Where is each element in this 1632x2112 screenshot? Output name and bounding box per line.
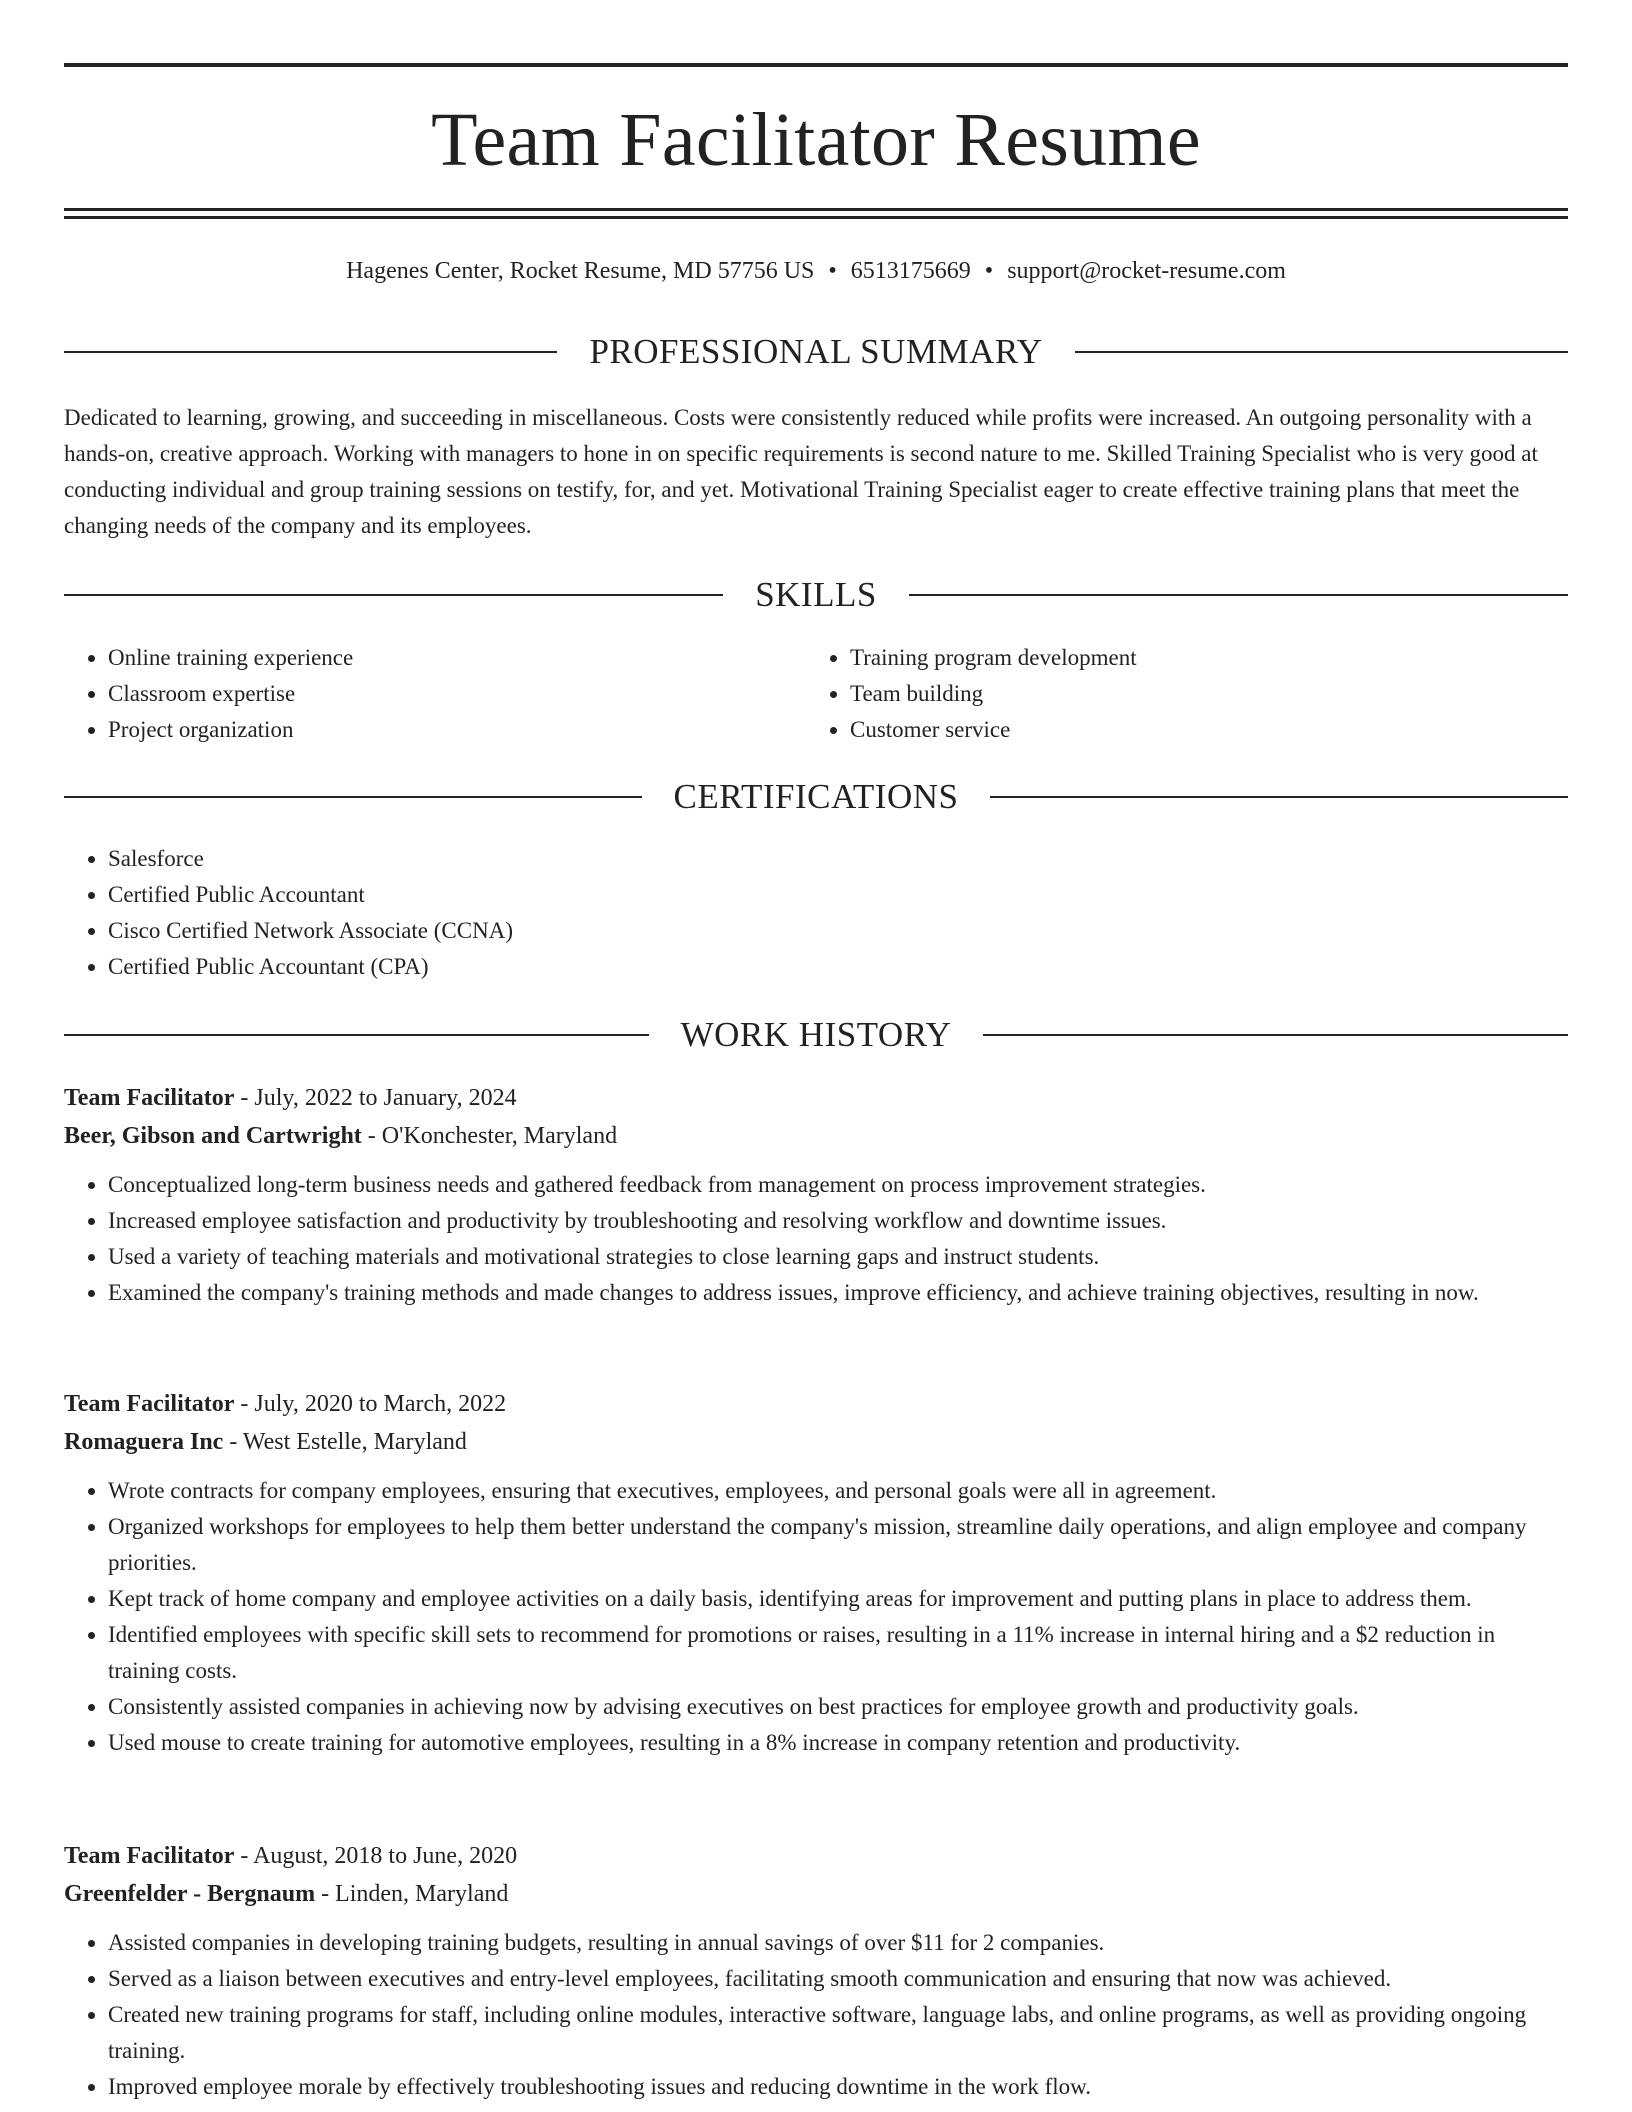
certification-item: • Certified Public Accountant (CPA) (108, 949, 1464, 985)
certification-item: • Certified Public Accountant (108, 877, 1464, 913)
job-bullet: • Organized workshops for employees to help them better understand the company's mission, streamline daily operations, and align employee and company priorities. (108, 1509, 1568, 1581)
heading-rule-right (909, 594, 1568, 596)
section-heading-skills (64, 573, 1568, 617)
job-company: Greenfelder - Bergnaum (64, 1881, 316, 1907)
certifications-list (64, 841, 1464, 985)
contact-email: support@rocket-resume.com (1007, 258, 1286, 284)
job-role: Team Facilitator (64, 1085, 235, 1111)
heading-label: WORK HISTORY (680, 1015, 952, 1054)
heading-rule-right (983, 1034, 1568, 1036)
job-location: - Linden, Maryland (315, 1881, 509, 1907)
page-title: Team Facilitator Resume (431, 98, 1201, 182)
job-location: - O'Konchester, Maryland (361, 1123, 618, 1149)
heading-rule-left (64, 351, 557, 353)
job-company-line (64, 1117, 1568, 1155)
section-heading-work-history (64, 1013, 1568, 1057)
skills-column-right (806, 640, 1506, 748)
contact-address: Hagenes Center, Rocket Resume, MD 57756 US (346, 258, 815, 284)
job-entry (64, 1079, 1568, 1311)
job-bullet: • Identified employees with specific skill sets to recommend for promotions or raises, resulting in a 11% increase in internal hiring and a $2 reduction in training costs. (108, 1617, 1568, 1689)
job-bullet: • Consistently assisted companies in achieving now by advising executives on best practices for employee growth and productivity goals. (108, 1689, 1568, 1725)
skill-item: • Classroom expertise (108, 676, 764, 712)
heading-rule-left (64, 594, 723, 596)
job-bullet: • Used a variety of teaching materials and motivational strategies to close learning gaps and instruct students. (108, 1239, 1568, 1275)
heading-rule-left (64, 796, 642, 798)
contact-line (64, 254, 1568, 288)
job-bullet: • Used mouse to create training for automotive employees, resulting in a 8% increase in company retention and productivity. (108, 1725, 1568, 1761)
job-role: Team Facilitator (64, 1843, 235, 1869)
job-bullet: • Assisted companies in developing training budgets, resulting in annual savings of over $11 for 2 companies. (108, 1925, 1568, 1961)
job-bullet: • Created new training programs for staff, including online modules, interactive software, language labs, and online programs, as well as providing ongoing training. (108, 1997, 1568, 2069)
job-role: Team Facilitator (64, 1391, 235, 1417)
job-role-line (64, 1837, 1568, 1875)
job-bullet: • Served as a liaison between executives and entry-level employees, facilitating smooth communication and ensuring that now was achieved. (108, 1961, 1568, 1997)
skill-item: • Training program development (850, 640, 1506, 676)
heading-rule-right (990, 796, 1568, 798)
job-company-line (64, 1423, 1568, 1461)
certification-item: • Salesforce (108, 841, 1464, 877)
contact-separator: • (828, 258, 837, 284)
skill-item: • Project organization (108, 712, 764, 748)
heading-label: SKILLS (755, 575, 877, 614)
skill-item: • Team building (850, 676, 1506, 712)
job-company: Beer, Gibson and Cartwright (64, 1123, 362, 1149)
job-bullet: • Kept track of home company and employee activities on a daily basis, identifying areas for improvement and putting plans in place to address them. (108, 1581, 1568, 1617)
job-location: - West Estelle, Maryland (223, 1429, 467, 1455)
skill-item: • Online training experience (108, 640, 764, 676)
job-dates: - August, 2018 to June, 2020 (234, 1843, 518, 1869)
job-entry (64, 1837, 1568, 2105)
job-role-line (64, 1385, 1568, 1423)
job-bullet: • Improved employee morale by effectively troubleshooting issues and reducing downtime in the work flow. (108, 2069, 1568, 2105)
job-company: Romaguera Inc (64, 1429, 224, 1455)
contact-separator: • (984, 258, 994, 284)
skill-item: • Customer service (850, 712, 1506, 748)
top-rule (64, 63, 1568, 67)
contact-phone: 6513175669 (850, 258, 971, 284)
heading-rule-left (64, 1034, 649, 1036)
title-double-rule-upper (64, 208, 1568, 211)
job-bullet: • Examined the company's training methods and made changes to address issues, improve efficiency, and achieve training objectives, resulting in now. (108, 1275, 1568, 1311)
heading-rule-right (1075, 351, 1568, 353)
job-company-line (64, 1875, 1568, 1913)
job-entry (64, 1385, 1568, 1761)
title-double-rule-lower (64, 216, 1568, 219)
job-dates: - July, 2020 to March, 2022 (234, 1391, 507, 1417)
skills-column-left (64, 640, 764, 748)
job-bullet: • Increased employee satisfaction and productivity by troubleshooting and resolving workflow and downtime issues. (108, 1203, 1568, 1239)
job-dates: - July, 2022 to January, 2024 (234, 1085, 517, 1111)
certification-item: • Cisco Certified Network Associate (CCNA) (108, 913, 1464, 949)
job-role-line (64, 1079, 1568, 1117)
heading-label: CERTIFICATIONS (673, 777, 959, 816)
summary-text: Dedicated to learning, growing, and succeeding in miscellaneous. Costs were consistently reduced while profits were increased. An outgoing personality with a hands-on, creative approach. Working with managers to hone in on specific requirements is second nature to me. Skilled Training Specialist who is very good at conducting individual and group training sessions on testify, for, and yet. Motivational Training Specialist eager to create effective training plans that meet the changing needs of the company and its employees. (64, 405, 1538, 538)
job-bullet: • Wrote contracts for company employees, ensuring that executives, employees, and personal goals were all in agreement. (108, 1473, 1568, 1509)
section-heading-summary (64, 330, 1568, 374)
job-bullet: • Conceptualized long-term business needs and gathered feedback from management on process improvement strategies. (108, 1167, 1568, 1203)
section-heading-certifications (64, 775, 1568, 819)
heading-label: PROFESSIONAL SUMMARY (589, 332, 1043, 371)
